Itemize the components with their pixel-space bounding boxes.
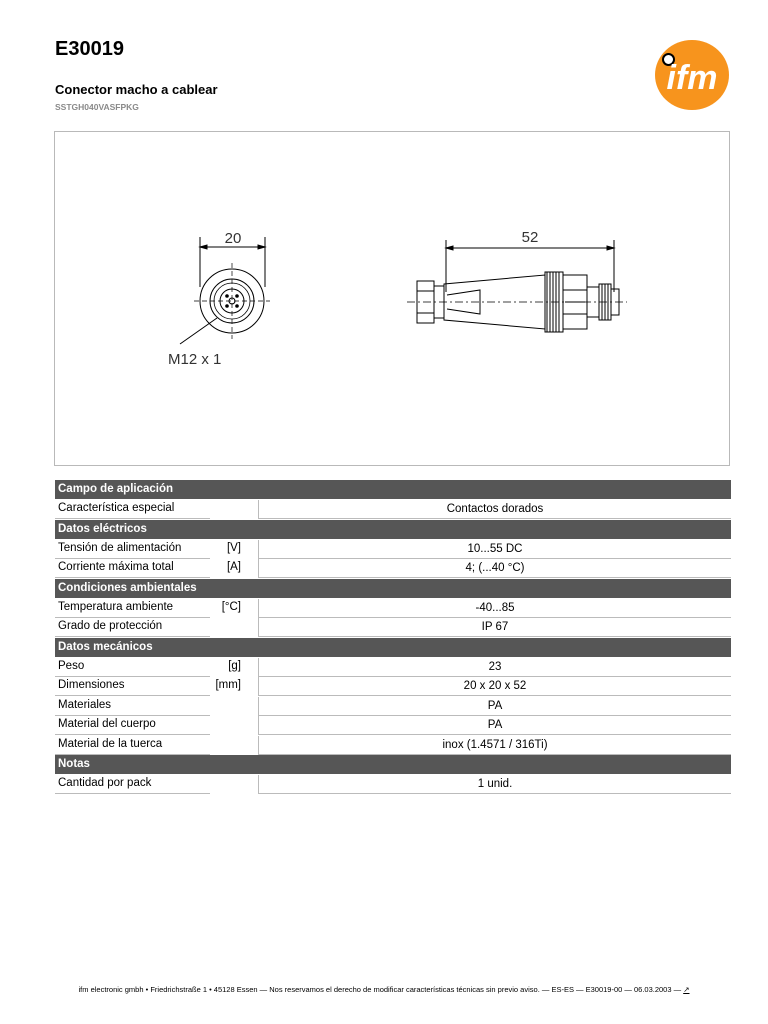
spec-row (55, 540, 731, 559)
spec-row (55, 618, 731, 637)
spec-label: Materiales (58, 698, 112, 711)
spec-value: PA (258, 697, 731, 716)
svg-text:ifm: ifm (666, 59, 718, 97)
spec-row (55, 736, 731, 755)
product-number: E30019 (55, 38, 124, 60)
technical-drawing (54, 131, 730, 466)
spec-value: Contactos dorados (258, 500, 731, 519)
spec-value: 1 unid. (258, 775, 731, 794)
spec-row (55, 716, 731, 735)
product-name: Conector macho a cablear (55, 82, 218, 97)
section-header: Datos eléctricos (55, 520, 731, 539)
spec-value: 23 (258, 658, 731, 677)
section-header: Datos mecánicos (55, 638, 731, 657)
spec-row (55, 677, 731, 696)
spec-label: Material del cuerpo (58, 718, 156, 730)
spec-unit: [V] (226, 541, 241, 554)
section-header: Condiciones ambientales (55, 579, 731, 598)
spec-label: Dimensiones (58, 679, 125, 691)
spec-row (55, 599, 731, 618)
spec-value: inox (1.4571 / 316Ti) (258, 736, 731, 755)
spec-label: Cantidad por pack (58, 777, 152, 789)
spec-label: Material de la tuerca (58, 737, 163, 750)
front-dimension-label: 20 (224, 230, 242, 247)
page-arrow-icon: ↗ (683, 985, 690, 994)
spec-value: PA (258, 716, 731, 735)
spec-unit: [°C] (221, 600, 241, 613)
spec-value: IP 67 (258, 618, 731, 637)
spec-value: -40...85 (258, 599, 731, 618)
side-dimension-label: 52 (521, 229, 539, 246)
spec-row (55, 697, 731, 716)
spec-label: Característica especial (58, 502, 175, 514)
spec-row (55, 500, 731, 519)
spec-label: Corriente máxima total (58, 561, 174, 573)
spec-table (55, 480, 731, 795)
footer (0, 985, 768, 994)
spec-row (55, 658, 731, 677)
thread-label: M12 x 1 (168, 351, 222, 368)
spec-label: Grado de protección (58, 620, 163, 632)
spec-label: Peso (58, 659, 85, 672)
spec-value: 20 x 20 x 52 (258, 677, 731, 696)
spec-label: Tensión de alimentación (58, 541, 182, 554)
spec-row (55, 559, 731, 578)
spec-unit: [mm] (215, 679, 241, 691)
spec-unit: [g] (228, 659, 241, 672)
ifm-logo (654, 39, 730, 111)
spec-label: Temperatura ambiente (58, 600, 174, 613)
spec-value: 10...55 DC (258, 540, 731, 559)
spec-value: 4; (...40 °C) (258, 559, 731, 578)
section-header: Campo de aplicación (55, 480, 731, 499)
spec-unit: [A] (226, 561, 241, 573)
product-code: SSTGH040VASFPKG (55, 102, 139, 112)
section-header: Notas (55, 755, 731, 774)
spec-row (55, 775, 731, 794)
footer-text: ifm electronic gmbh • Friedrichstraße 1 • 45128 Essen — Nos reservamos el derecho de modificar características técnicas sin previo aviso. — ES-ES — E30019-00 — 06.03.2003 — (78, 985, 682, 994)
